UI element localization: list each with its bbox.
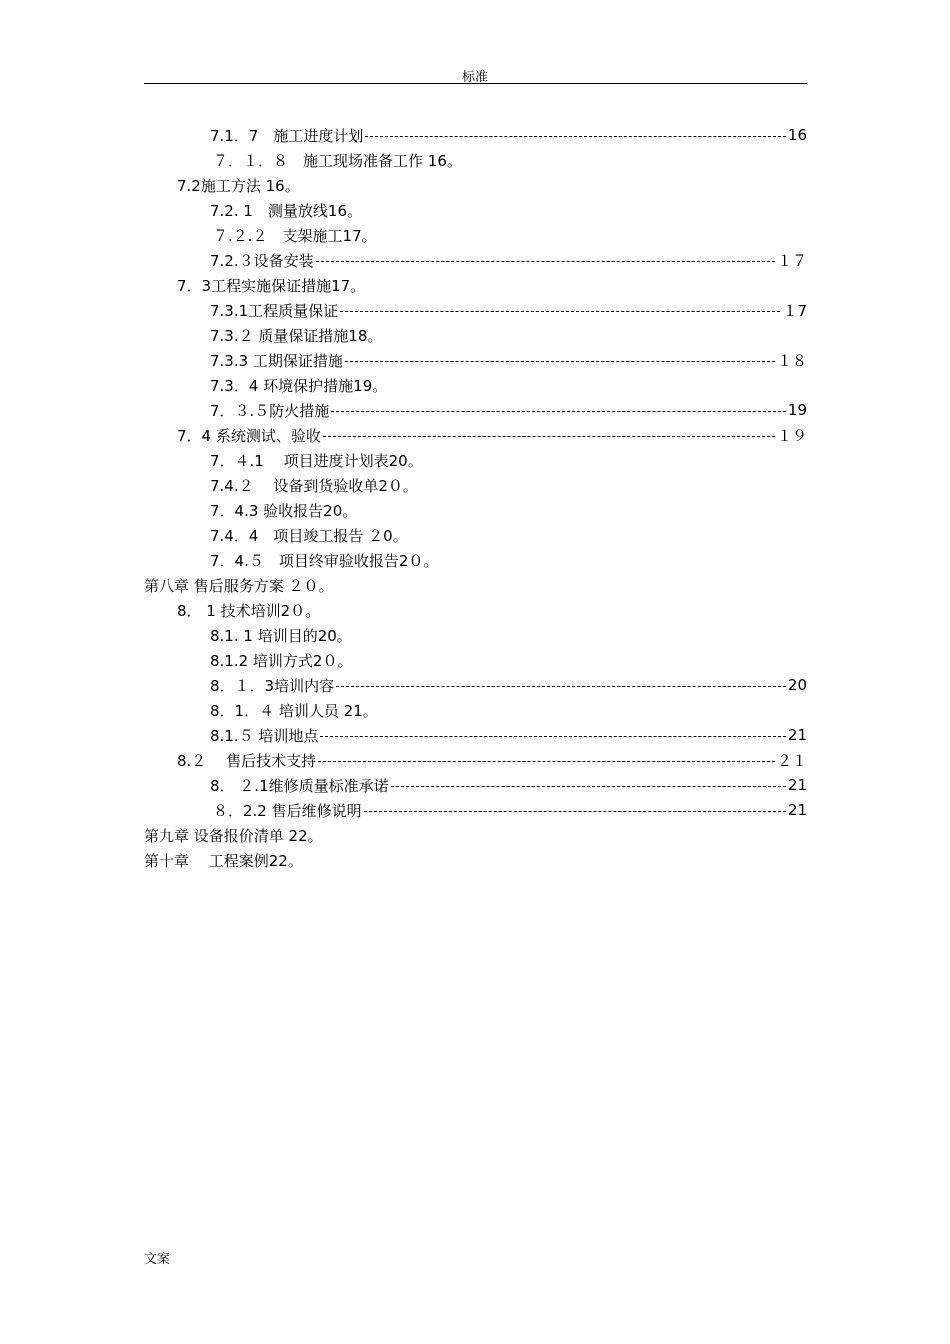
toc-entry[interactable] — [210, 399, 807, 421]
toc-entry[interactable] — [210, 374, 387, 396]
toc-entry[interactable] — [210, 249, 807, 271]
toc-entry-title: 7．4.3 验收报告20。 — [210, 501, 358, 520]
toc-entry-page: １９ — [776, 426, 807, 445]
toc-entry-page: 21 — [787, 776, 807, 794]
toc-entry-page: 21 — [787, 801, 807, 819]
toc-entry-title: 7.1．7 施工进度计划 — [210, 126, 364, 145]
toc-entry-title: 7.3．4 环境保护措施19。 — [210, 376, 388, 395]
toc-entry-title: 第九章 设备报价清单 22。 — [144, 826, 323, 845]
toc-entry-title: 7.4．4 项目竣工报告 ２0。 — [210, 526, 408, 545]
toc-entry-title: 8．1．４ 培训人员 21。 — [210, 701, 378, 720]
toc-entry[interactable] — [177, 274, 365, 296]
toc-entry-title: 7.3.1工程质量保证 — [210, 301, 339, 320]
toc-entry-title: 8． ２.1维修质量标准承诺 — [210, 776, 389, 795]
toc-entry-title: 7.4.２ 设备到货验收单2０。 — [210, 476, 418, 495]
toc-entry-title: 7.3.3 工期保证措施 — [210, 351, 343, 370]
toc-entry-title: 7.2. 1 测量放线16。 — [210, 201, 363, 220]
toc-entry[interactable] — [210, 649, 352, 671]
toc-entry[interactable] — [210, 674, 807, 696]
toc-entry-title: ７.２.２ 支架施工17。 — [213, 226, 377, 245]
toc-entry-title: 7.2施工方法 16。 — [177, 176, 300, 195]
toc-entry[interactable] — [210, 774, 807, 796]
toc-entry-title: ８．2.2 售后维修说明 — [213, 801, 362, 820]
toc-entry-title: 8.２ 售后技术支持 — [177, 751, 317, 770]
toc-entry[interactable] — [210, 349, 807, 371]
toc-entry-title: 7.2.３设备安装 — [210, 251, 314, 270]
toc-entry[interactable] — [210, 124, 807, 146]
toc-chapter[interactable] — [144, 574, 334, 596]
toc-entry[interactable] — [210, 724, 807, 746]
toc-entry[interactable] — [210, 299, 807, 321]
toc-entry-title: 8.1.2 培训方式2０。 — [210, 651, 353, 670]
toc-entry[interactable] — [177, 599, 320, 621]
toc-entry[interactable] — [210, 699, 378, 721]
toc-entry[interactable] — [210, 549, 438, 571]
toc-entry-title: 7．3工程实施保证措施17。 — [177, 276, 366, 295]
toc-entry[interactable] — [177, 749, 807, 771]
dot-leader — [316, 261, 775, 262]
page-header-title: 标准 — [461, 70, 488, 85]
toc-entry[interactable] — [210, 624, 352, 646]
toc-entry[interactable] — [210, 449, 423, 471]
toc-entry-page: 16 — [787, 126, 807, 144]
toc-entry-title: 8.1. 1 培训目的20。 — [210, 626, 352, 645]
dot-leader — [345, 361, 775, 362]
toc-entry[interactable] — [210, 499, 357, 521]
toc-entry-page: ２１ — [776, 751, 807, 770]
toc-entry[interactable] — [210, 524, 408, 546]
toc-entry-page: 19 — [787, 401, 807, 419]
toc-entry-page: 20 — [787, 676, 807, 694]
toc-entry[interactable] — [210, 199, 362, 221]
dot-leader — [340, 311, 780, 312]
dot-leader — [391, 786, 786, 787]
toc-chapter[interactable] — [144, 849, 303, 871]
dot-leader — [336, 686, 786, 687]
toc-entry[interactable] — [213, 149, 462, 171]
dot-leader — [364, 811, 786, 812]
toc-entry[interactable] — [210, 474, 418, 496]
toc-entry-title: 7．4 系统测试、验收 — [177, 426, 321, 445]
toc-entry-title: 第十章 工程案例22。 — [144, 851, 303, 870]
toc-entry-page: １7 — [782, 301, 807, 320]
toc-entry[interactable] — [177, 424, 807, 446]
toc-entry[interactable] — [213, 224, 377, 246]
toc-entry-page: 21 — [787, 726, 807, 744]
toc-chapter[interactable] — [144, 824, 323, 846]
toc-entry-title: 7．4.５ 项目终审验收报告2０。 — [210, 551, 439, 570]
toc-entry[interactable] — [210, 324, 382, 346]
toc-entry[interactable] — [177, 174, 300, 196]
header-divider — [144, 83, 807, 84]
toc-entry-title: 8．１．3培训内容 — [210, 676, 335, 695]
dot-leader — [365, 136, 786, 137]
dot-leader — [323, 436, 775, 437]
toc-entry-title: ７．１．８ 施工现场准备工作 16。 — [213, 151, 462, 170]
page-footer-text: 文案 — [144, 1252, 171, 1267]
dot-leader — [320, 736, 786, 737]
dot-leader — [331, 411, 786, 412]
toc-entry[interactable] — [213, 799, 807, 821]
toc-entry-title: 8． 1 技术培训2０。 — [177, 601, 321, 620]
dot-leader — [318, 761, 775, 762]
toc-entry-title: 7．４.1 项目进度计划表20。 — [210, 451, 423, 470]
toc-entry-title: 第八章 售后服务方案 ２０。 — [144, 576, 334, 595]
toc-entry-page: １７ — [776, 251, 807, 270]
toc-entry-page: １８ — [776, 351, 807, 370]
toc-entry-title: 7.3.２ 质量保证措施18。 — [210, 326, 383, 345]
toc-entry-title: 7．３.５防火措施 — [210, 401, 330, 420]
toc-entry-title: 8.1.５ 培训地点 — [210, 726, 319, 745]
